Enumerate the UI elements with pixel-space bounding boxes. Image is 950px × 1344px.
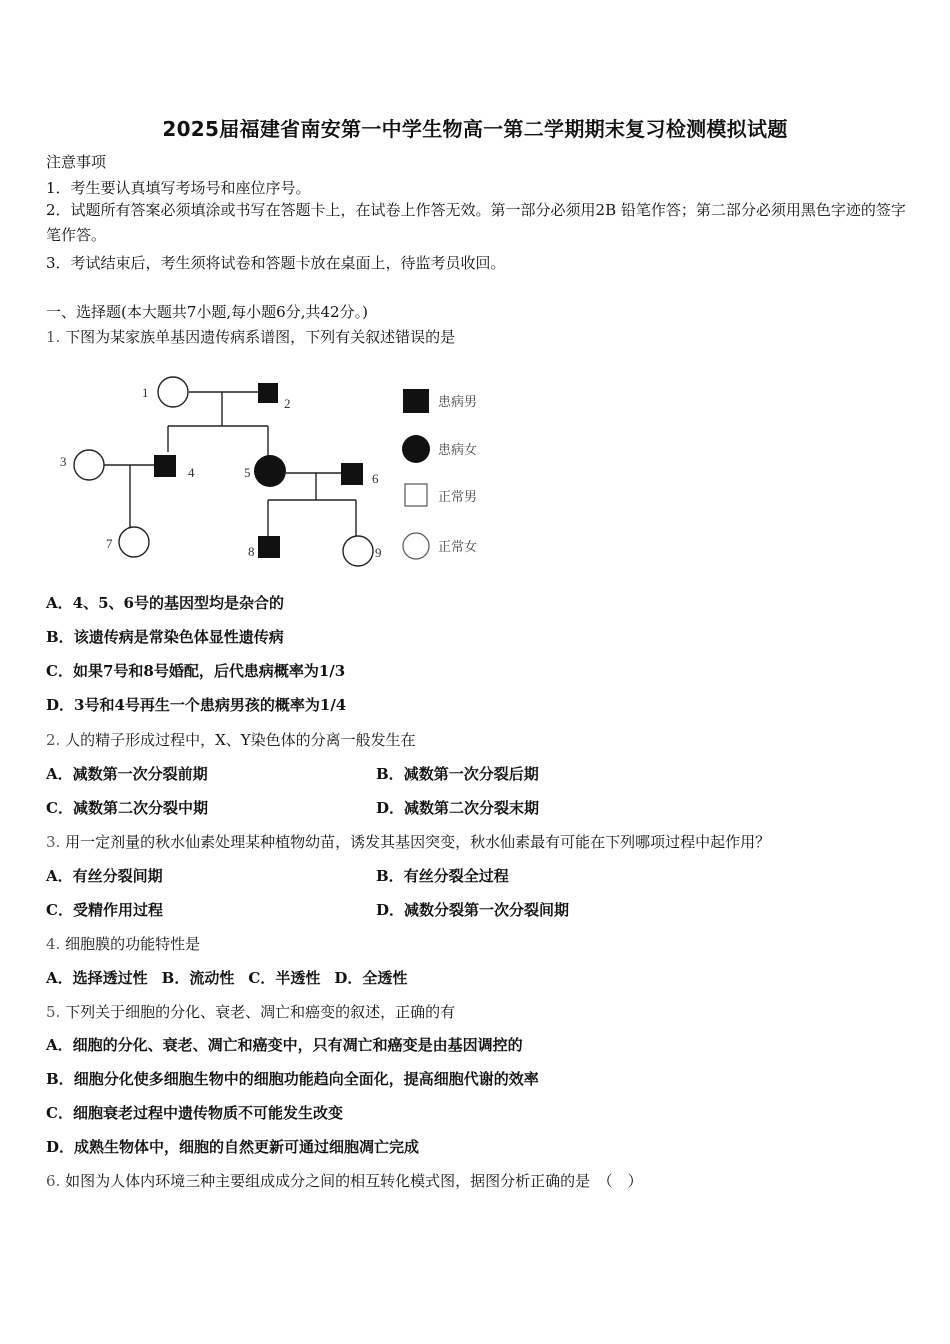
member-label: 2 <box>284 396 291 411</box>
option-text: 细胞衰老过程中遗传物质不可能发生改变 <box>72 1104 343 1122</box>
q4-option-c[interactable] <box>248 969 320 987</box>
member-label: 3 <box>60 454 67 469</box>
member-1-normal-female-icon <box>158 377 188 407</box>
question-number: 5. <box>46 1003 61 1021</box>
option-label: A． <box>46 594 73 612</box>
empty-square-icon <box>405 484 427 506</box>
option-label: D． <box>46 1138 75 1156</box>
member-label: 4 <box>188 465 195 480</box>
page-title: 2025届福建省南安第一中学生物高一第二学期期末复习检测模拟试题 <box>162 117 788 141</box>
option-label: D． <box>376 901 405 919</box>
filled-circle-icon <box>402 435 430 463</box>
option-text: 减数第二次分裂末期 <box>404 799 540 817</box>
option-label: D． <box>46 696 75 714</box>
member-label: 8 <box>248 544 255 559</box>
member-2-affected-male-icon <box>258 383 278 403</box>
option-text: 细胞分化使多细胞生物中的细胞功能趋向全面化，提高细胞代谢的效率 <box>73 1070 539 1088</box>
legend-label: 患病女 <box>438 443 478 458</box>
question-4 <box>46 934 200 954</box>
option-text: 有丝分裂间期 <box>72 867 163 885</box>
section-heading: 一、选择题(本大题共7小题,每小题6分,共42分。) <box>46 303 368 321</box>
option-label: C． <box>46 1104 73 1122</box>
option-label: A． <box>46 765 73 783</box>
legend-label: 正常女 <box>438 540 478 555</box>
option-label: C． <box>46 662 73 680</box>
filled-square-icon <box>403 389 429 413</box>
option-label: B． <box>161 969 190 987</box>
question-2 <box>46 730 416 750</box>
note-item-3: 3．考试结束后，考生须将试卷和答题卡放在桌面上，待监考员收回。 <box>46 254 506 272</box>
question-6 <box>46 1171 643 1191</box>
member-7-normal-female-icon <box>119 527 149 557</box>
option-text: 选择透过性 <box>72 969 148 987</box>
option-text: 受精作用过程 <box>72 901 163 919</box>
note-item-2: 2．试题所有答案必须填涂或书写在答题卡上，在试卷上作答无效。第一部分必须用2B 铅笔作答；第二部分必须用黑色字迹的签字笔作答。 <box>46 201 906 244</box>
member-8-affected-male-icon <box>258 536 280 558</box>
q4-option-b[interactable] <box>162 969 235 987</box>
member-5-affected-female-icon <box>254 455 286 487</box>
option-text: 减数第二次分裂中期 <box>72 799 208 817</box>
option-text: 减数分裂第一次分裂间期 <box>404 901 570 919</box>
member-6-affected-male-icon <box>341 463 363 485</box>
q3-option-c[interactable] <box>46 900 163 920</box>
member-4-affected-male-icon <box>154 455 176 477</box>
q5-option-a[interactable] <box>46 1035 523 1055</box>
question-5 <box>46 1002 455 1022</box>
option-label: B． <box>46 628 74 646</box>
option-label: B． <box>46 1070 74 1088</box>
q2-option-c[interactable] <box>46 798 208 818</box>
question-stem: 如图为人体内环境三种主要组成成分之间的相互转化模式图，据图分析正确的是 （ ） <box>65 1172 643 1190</box>
member-label: 1 <box>142 385 149 400</box>
question-stem: 人的精子形成过程中，X、Y染色体的分离一般发生在 <box>65 731 416 749</box>
option-label: A． <box>46 867 73 885</box>
legend-label: 正常男 <box>438 490 478 505</box>
q4-option-d[interactable] <box>334 969 407 987</box>
q3-option-b[interactable] <box>376 866 509 886</box>
q5-option-d[interactable] <box>46 1137 419 1157</box>
q2-option-d[interactable] <box>376 798 539 818</box>
question-1 <box>46 327 455 347</box>
option-text: 减数第一次分裂前期 <box>72 765 208 783</box>
option-label: D． <box>376 799 405 817</box>
question-number: 2. <box>46 731 61 749</box>
question-number: 4. <box>46 935 61 953</box>
q5-option-c[interactable] <box>46 1103 343 1123</box>
option-text: 成熟生物体中，细胞的自然更新可通过细胞凋亡完成 <box>74 1138 420 1156</box>
q1-option-c[interactable] <box>46 661 345 681</box>
question-3 <box>46 832 770 852</box>
option-text: 该遗传病是常染色体显性遗传病 <box>73 628 284 646</box>
q2-option-a[interactable] <box>46 764 208 784</box>
option-text: 半透性 <box>275 969 321 987</box>
q2-option-b[interactable] <box>376 764 539 784</box>
empty-circle-icon <box>403 533 429 559</box>
option-label: C． <box>46 799 73 817</box>
option-label: B． <box>376 867 404 885</box>
option-text: 3号和4号再生一个患病男孩的概率为1/4 <box>74 696 347 714</box>
option-label: A． <box>46 969 73 987</box>
member-label: 9 <box>375 545 382 560</box>
option-text: 4、5、6号的基因型均是杂合的 <box>72 594 284 612</box>
member-label: 5 <box>244 465 251 480</box>
option-text: 减数第一次分裂后期 <box>403 765 539 783</box>
question-number: 1. <box>46 328 61 346</box>
member-label: 7 <box>106 536 113 551</box>
question-stem: 下图为某家族单基因遗传病系谱图，下列有关叙述错误的是 <box>65 328 456 346</box>
notes-heading: 注意事项 <box>46 153 107 171</box>
member-3-normal-female-icon <box>74 450 104 480</box>
pedigree-legend <box>398 380 518 570</box>
option-label: C． <box>248 969 276 987</box>
option-label: C． <box>46 901 73 919</box>
option-label: A． <box>46 1036 73 1054</box>
q1-option-a[interactable] <box>46 593 284 613</box>
legend-label: 患病男 <box>438 395 478 410</box>
q4-options-row <box>46 968 407 988</box>
q5-option-b[interactable] <box>46 1069 539 1089</box>
question-number: 6. <box>46 1172 61 1190</box>
member-9-normal-female-icon <box>343 536 373 566</box>
option-text: 全透性 <box>362 969 408 987</box>
question-stem: 细胞膜的功能特性是 <box>65 935 201 953</box>
question-stem: 用一定剂量的秋水仙素处理某种植物幼苗，诱发其基因突变，秋水仙素最有可能在下列哪项过程中起作用？ <box>65 833 771 851</box>
q4-option-a[interactable] <box>46 969 148 987</box>
option-label: D． <box>334 969 363 987</box>
option-text: 如果7号和8号婚配，后代患病概率为1/3 <box>72 662 346 680</box>
option-text: 细胞的分化、衰老、凋亡和癌变中，只有凋亡和癌变是由基因调控的 <box>72 1036 523 1054</box>
q1-option-d[interactable] <box>46 695 346 715</box>
question-number: 3. <box>46 833 61 851</box>
q1-option-b[interactable] <box>46 627 284 647</box>
option-label: B． <box>376 765 404 783</box>
option-text: 流动性 <box>189 969 235 987</box>
option-text: 有丝分裂全过程 <box>403 867 509 885</box>
note-item-1: 1．考生要认真填写考场号和座位序号。 <box>46 179 311 197</box>
q3-option-d[interactable] <box>376 900 569 920</box>
question-stem: 下列关于细胞的分化、衰老、凋亡和癌变的叙述，正确的有 <box>65 1003 456 1021</box>
member-label: 6 <box>372 471 379 486</box>
q3-option-a[interactable] <box>46 866 163 886</box>
